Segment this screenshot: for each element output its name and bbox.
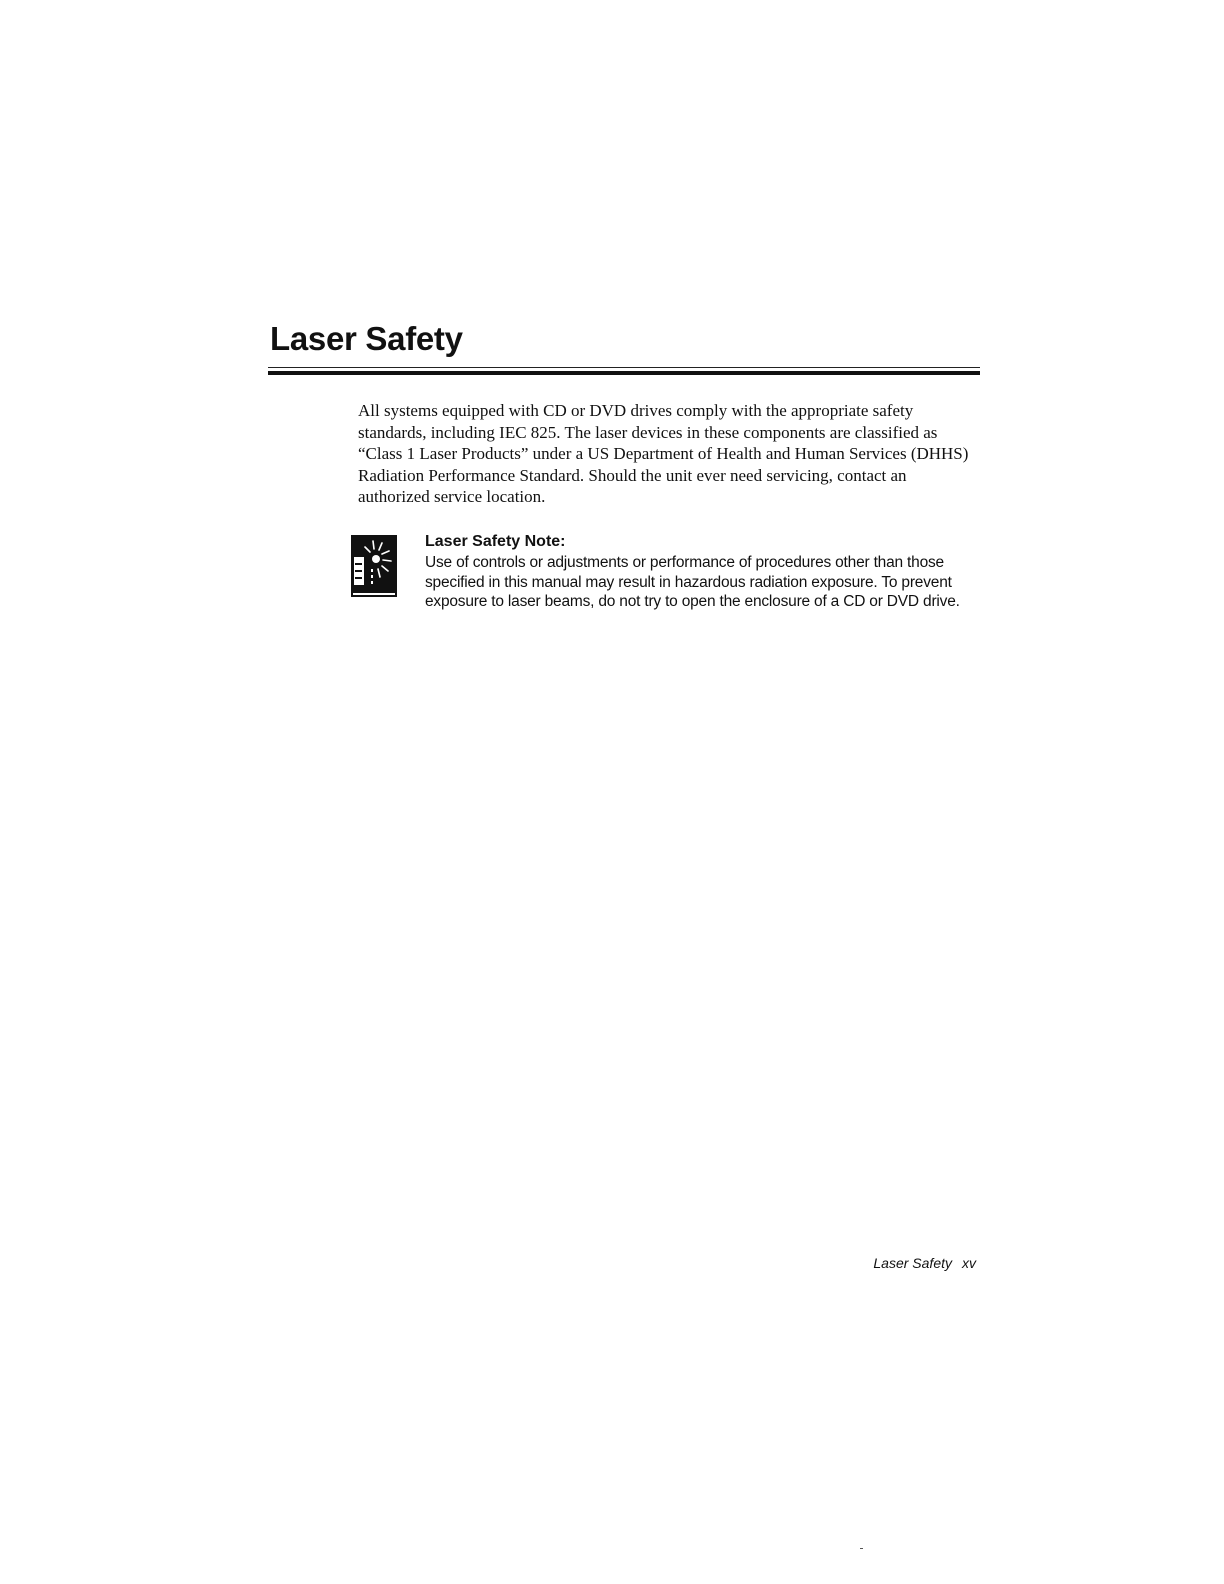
scan-artifact [860, 1548, 863, 1549]
note-title: Laser Safety Note: [425, 533, 566, 550]
page-title: Laser Safety [270, 320, 463, 357]
title-rule-thin [268, 367, 980, 368]
footer-section-title: Laser Safety [873, 1255, 952, 1271]
title-rule-thick [268, 371, 980, 375]
note-text: Use of controls or adjustments or performance of procedures other than those specified in this manual may result in hazardous radiation exposure. To prevent exposure to laser beams, do not try to open the enclosure of a CD or DVD drive. [425, 554, 960, 610]
laser-warning-icon [351, 535, 397, 597]
page-footer [873, 1255, 976, 1271]
page-number: xv [962, 1255, 976, 1271]
laser-safety-note [425, 532, 985, 612]
body-paragraph: All systems equipped with CD or DVD drives comply with the appropriate safety standards, including IEC 825. The laser devices in these components are classified as “Class 1 Laser Products” under a US Department of Health and Human Services (DHHS) Radiation Performance Standard. Should the unit ever need servicing, contact an authorized service location. [358, 401, 969, 506]
